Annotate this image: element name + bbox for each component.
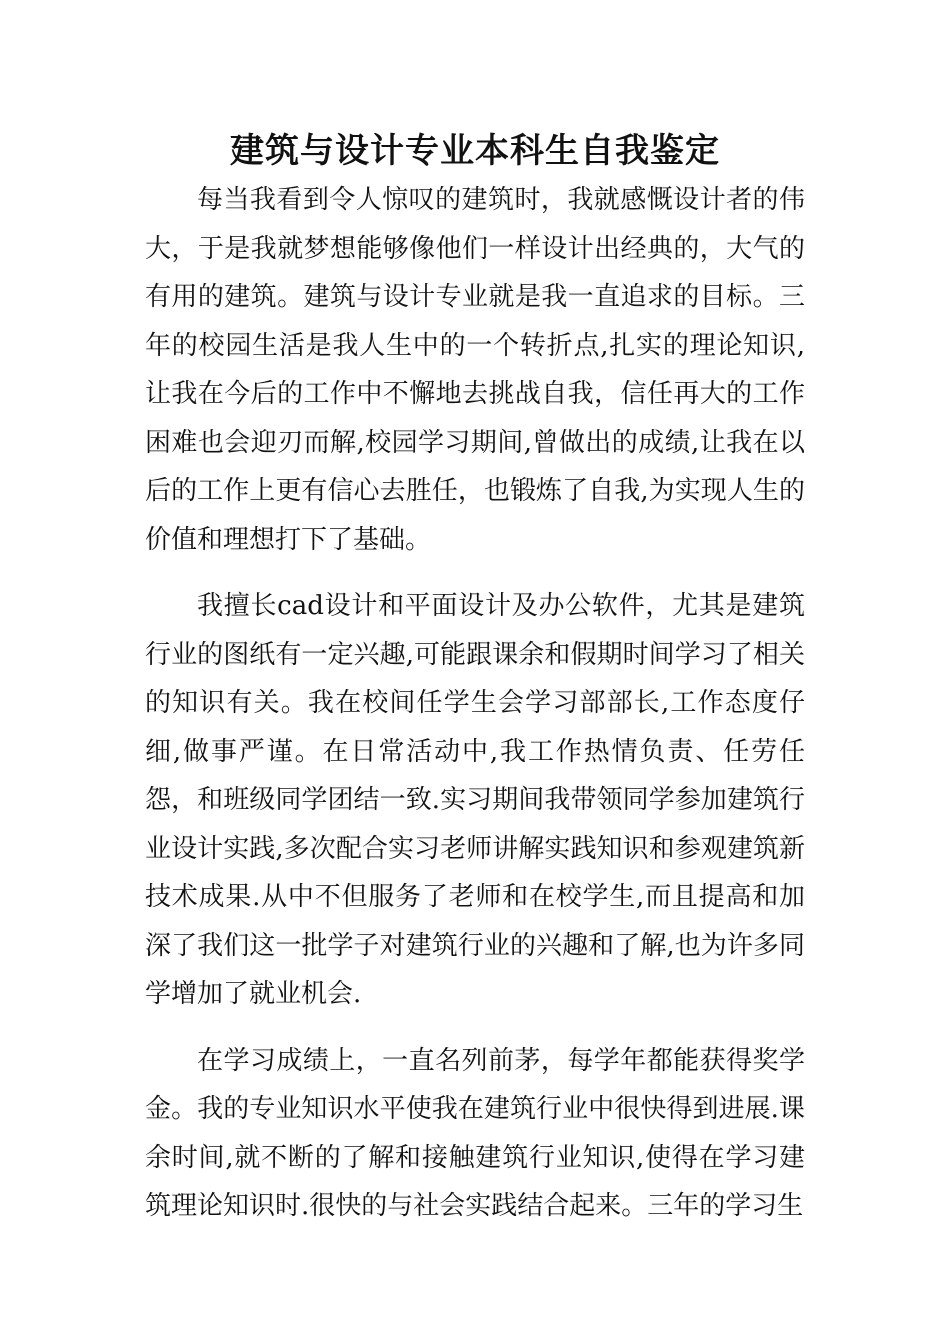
- document-body: [145, 176, 805, 1249]
- document-title: 建筑与设计专业本科生自我鉴定: [230, 131, 720, 171]
- paragraph-1: 每当我看到令人惊叹的建筑时，我就感慨设计者的伟大，于是我就梦想能够像他们一样设计出经典的，大气的有用的建筑。建筑与设计专业就是我一直追求的目标。三年的校园生活是我人生中的一个转折点,扎实的理论知识,让我在今后的工作中不懈地去挑战自我，信任再大的工作困难也会迎刃而解,校园学习期间,曾做出的成绩,让我在以后的工作上更有信心去胜任，也锻炼了自我,为实现人生的价值和理想打下了基础。: [145, 185, 805, 555]
- paragraph-3: 在学习成绩上，一直名列前茅，每学年都能获得奖学金。我的专业知识水平使我在建筑行业中很快得到进展.课余时间,就不断的了解和接触建筑行业知识,使得在学习建筑理论知识时.很快的与社会实践结合起来。三年的学习生: [145, 1045, 805, 1221]
- paragraph-2: 我擅长cad设计和平面设计及办公软件，尤其是建筑行业的图纸有一定兴趣,可能跟课余和假期时间学习了相关的知识有关。我在校间任学生会学习部部长,工作态度仔细,做事严谨。在日常活动中,我工作热情负责、任劳任怨，和班级同学团结一致.实习期间我带领同学参加建筑行业设计实践,多次配合实习老师讲解实践知识和参观建筑新技术成果.从中不但服务了老师和在校学生,而且提高和加深了我们这一批学子对建筑行业的兴趣和了解,也为许多同学增加了就业机会.: [145, 591, 805, 1009]
